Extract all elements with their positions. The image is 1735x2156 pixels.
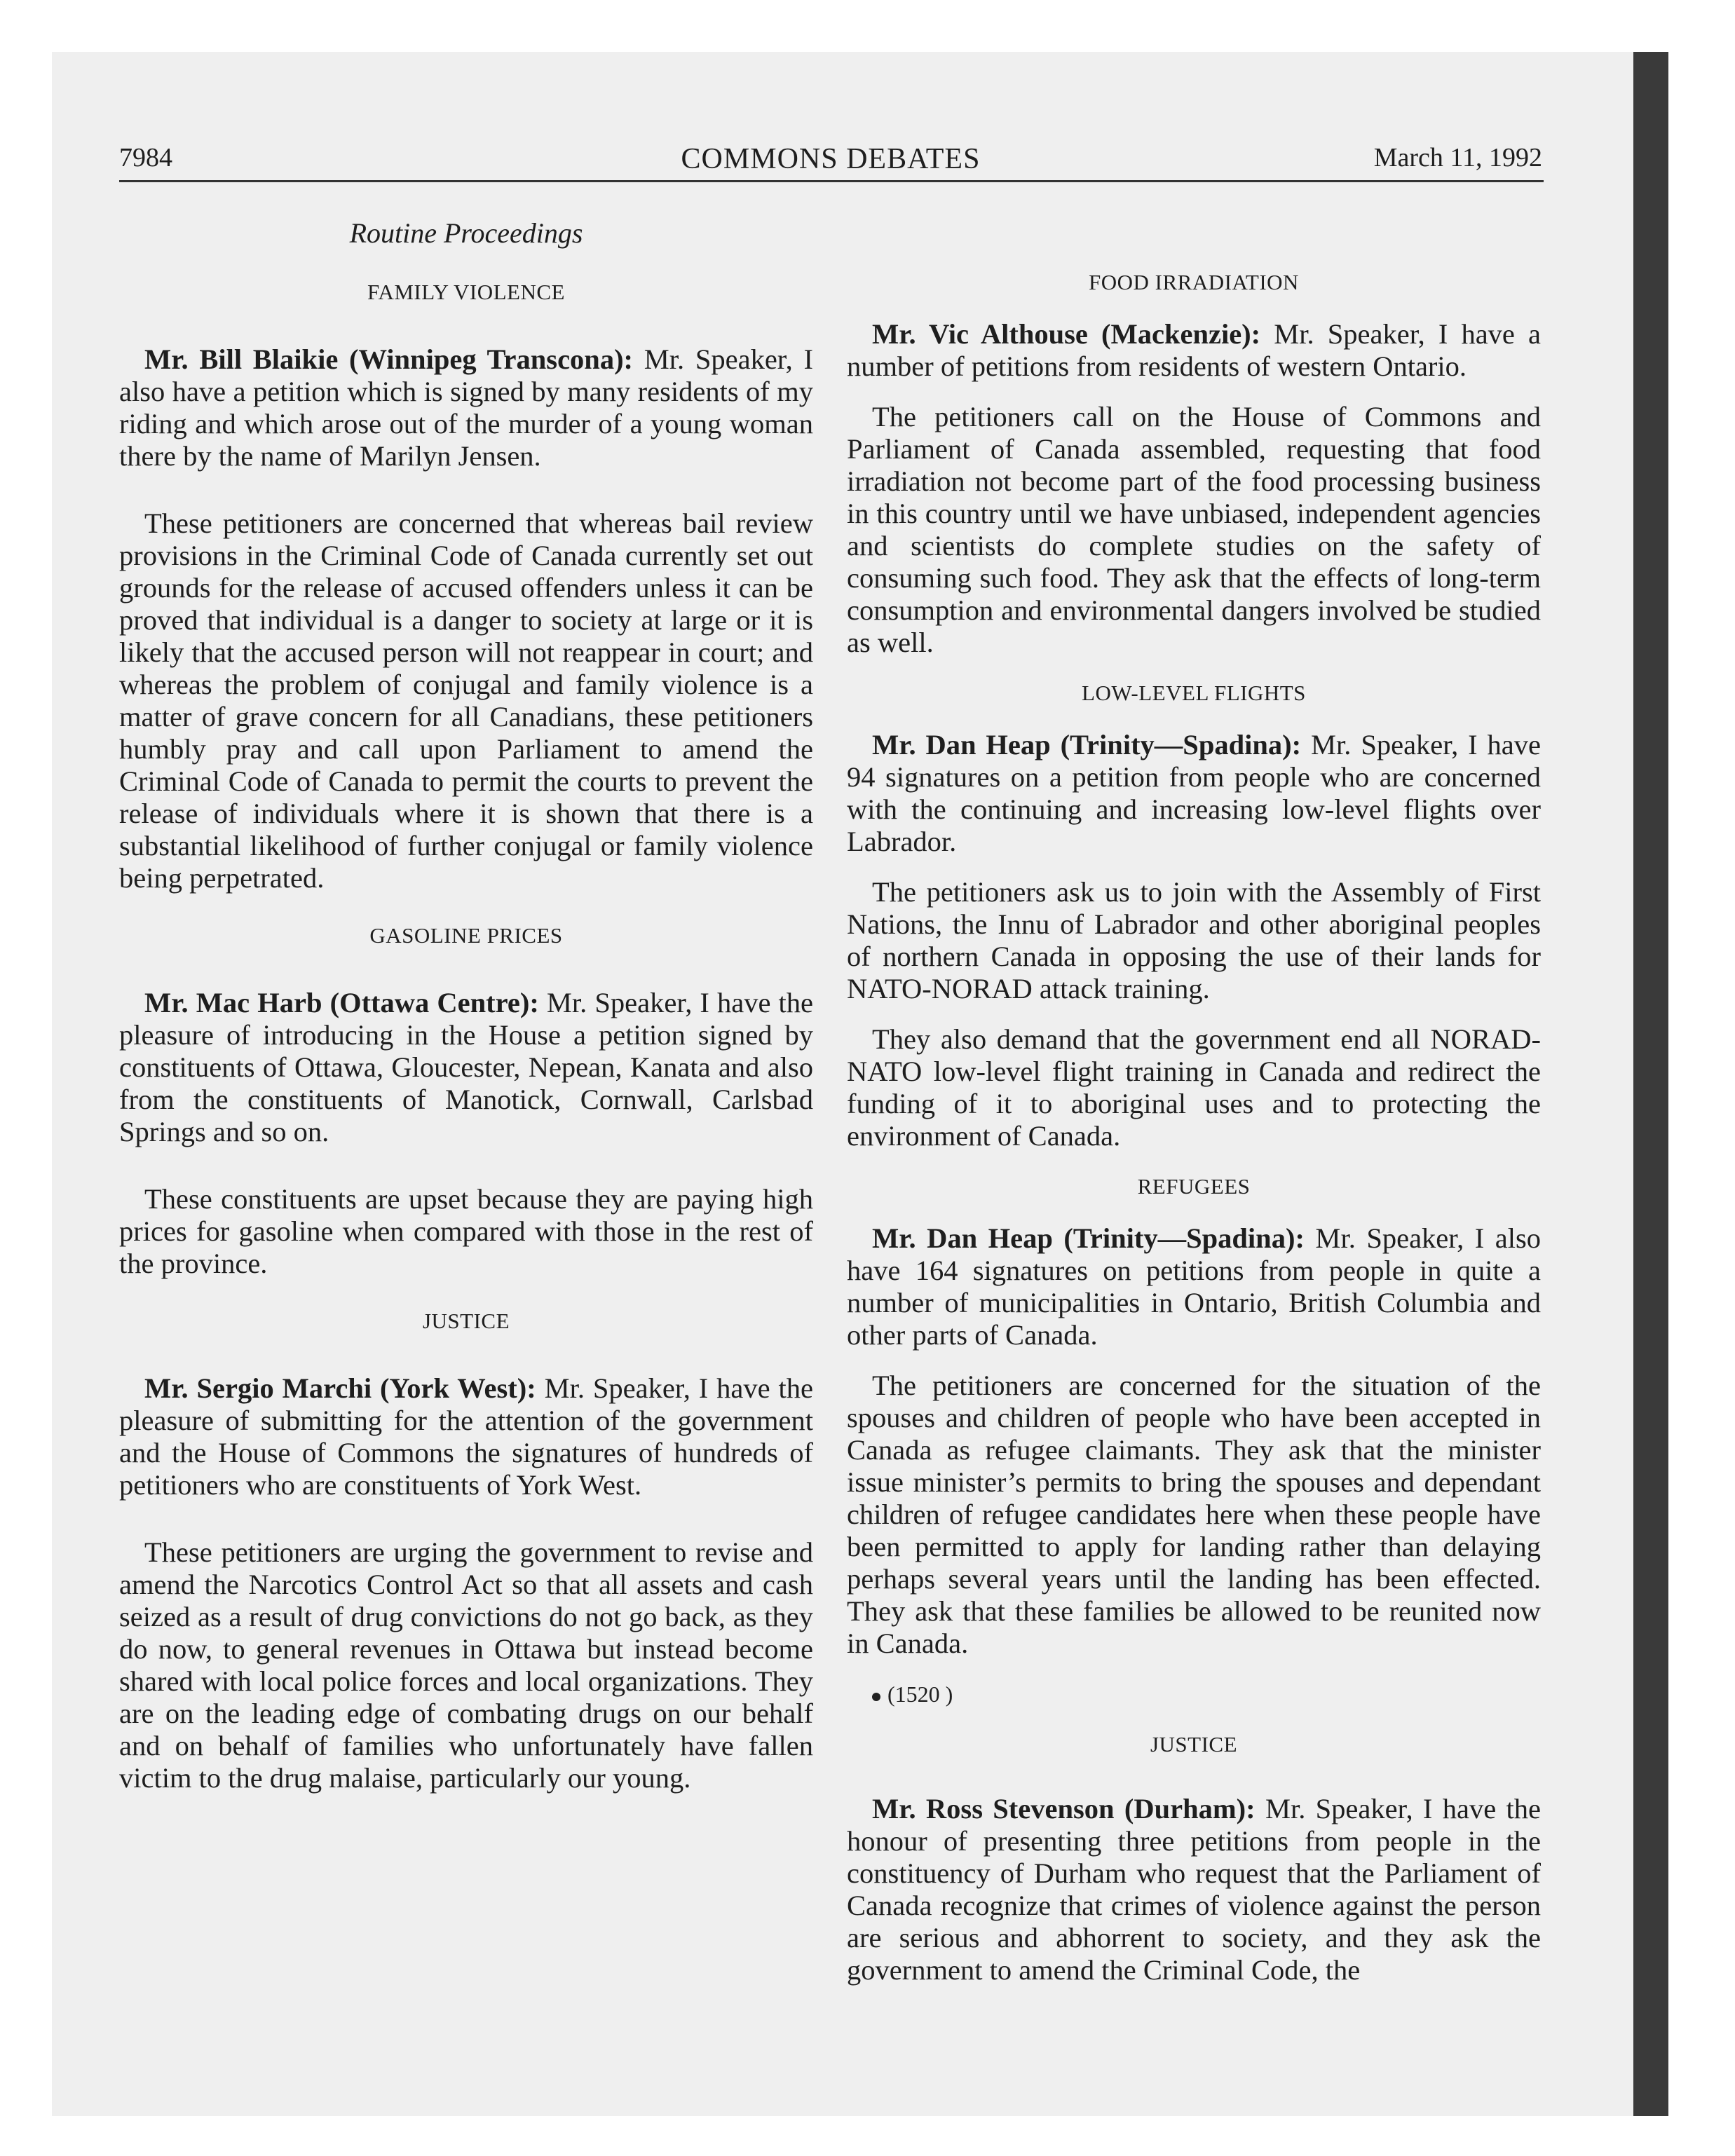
- heading-food-irradiation: FOOD IRRADIATION: [1089, 270, 1299, 294]
- heading-justice: JUSTICE: [422, 1309, 510, 1333]
- time-stamp: [847, 1678, 1541, 1710]
- speaker-name: Mr. Ross Stevenson (Durham):: [872, 1793, 1256, 1824]
- speech-text: Mr. Speaker, I have 94 signatures on a petition from people who are concerned with the continuing and increasing low-level flights over Labrador.: [847, 729, 1541, 857]
- publication-date: March 11, 1992: [1373, 143, 1542, 172]
- section-label: Routine Proceedings: [349, 217, 583, 249]
- speaker-name: Mr. Vic Althouse (Mackenzie):: [872, 318, 1261, 350]
- header-rule: [119, 180, 1544, 182]
- heading-family-violence: FAMILY VIOLENCE: [367, 280, 565, 304]
- speech-heap-refugees: [847, 1222, 1541, 1351]
- speech-stevenson: [847, 1793, 1541, 1986]
- left-column: [119, 210, 813, 1813]
- heading-low-level-flights: LOW-LEVEL FLIGHTS: [1082, 681, 1306, 705]
- paragraph: The petitioners call on the House of Commons and Parliament of Canada assembled, requesting that food irradiation not become part of the food processing business in this country until we have unbiased, independent agencies and scientists do complete studies on the safety of consuming such food. They ask that the effects of long-term consumption and environmental dangers involved be studied as well.: [847, 401, 1541, 658]
- speech-althouse: [847, 318, 1541, 383]
- speech-blaikie: [119, 343, 813, 472]
- speech-text: Mr. Speaker, I have the honour of presenting three petitions from people in the constituency of Durham who request that the Parliament of Canada recognize that crimes of violence against the person are serious and abhorrent to society, and they ask the government to amend the Criminal Code, the: [847, 1793, 1541, 1986]
- paragraph: These petitioners are urging the government to revise and amend the Narcotics Control Act so that all assets and cash seized as a result of drug convictions do not go back, as they do now, to general revenues in Ottawa but instead become shared with local police forces and local organizations. They are on the leading edge of combating drugs on our behalf and on behalf of families who unfortunately have fallen victim to the drug malaise, particularly our young.: [119, 1536, 813, 1794]
- paragraph: These constituents are upset because they are paying high prices for gasoline when compared with those in the rest of the province.: [119, 1183, 813, 1279]
- page-number: 7984: [119, 143, 172, 172]
- publication-title: COMMONS DEBATES: [681, 143, 981, 175]
- right-column: [847, 210, 1541, 2005]
- speaker-name: Mr. Sergio Marchi (York West):: [144, 1372, 536, 1404]
- speaker-name: Mr. Dan Heap (Trinity—Spadina):: [872, 729, 1302, 760]
- paragraph: The petitioners ask us to join with the Assembly of First Nations, the Innu of Labrador and other aboriginal peoples of northern Canada in opposing the use of their lands for NATO-NORAD attack training.: [847, 876, 1541, 1004]
- page-header: [119, 142, 1542, 184]
- heading-gasoline-prices: GASOLINE PRICES: [369, 923, 563, 948]
- bullet-icon: [872, 1693, 880, 1701]
- scan-binding-edge: [1633, 52, 1668, 2116]
- speech-heap: [847, 729, 1541, 858]
- speech-marchi: [119, 1372, 813, 1501]
- speaker-name: Mr. Bill Blaikie (Winnipeg Transcona):: [144, 343, 634, 375]
- speech-text: Mr. Speaker, I have a number of petitions from residents of western Ontario.: [847, 318, 1542, 382]
- speech-text: Mr. Speaker, I also have 164 signatures on petitions from people in quite a number of municipalities in Ontario, British Columbia and other parts of Canada.: [847, 1222, 1541, 1351]
- heading-justice-right: JUSTICE: [1150, 1732, 1238, 1756]
- paragraph: These petitioners are concerned that whereas bail review provisions in the Criminal Code of Canada currently set out grounds for the release of accused offenders unless it can be proved that individual is a danger to society at large or it is likely that the accused person will not reappear in court; and whereas the problem of conjugal and family violence is a matter of grave concern for all Canadians, these petitioners humbly pray and call upon Parliament to amend the Criminal Code of Canada to permit the courts to prevent the release of individuals where it is shown that there is a substantial likelihood of further conjugal or family violence being perpetrated.: [119, 507, 813, 894]
- time-text: (1520 ): [887, 1681, 953, 1707]
- paragraph: The petitioners are concerned for the situation of the spouses and children of people who have been accepted in Canada as refugee claimants. They ask that the minister issue minister’s permits to bring the spouses and dependant children of refugee candidates here when these people have been permitted to apply for landing rather than delaying perhaps several years until the landing has been effected. They ask that these families be allowed to be reunited now in Canada.: [847, 1370, 1541, 1659]
- speech-text: Mr. Speaker, I have the pleasure of submitting for the attention of the government and the House of Commons the signatures of hundreds of petitioners who are constituents of York West.: [119, 1372, 813, 1501]
- speech-text: Mr. Speaker, I also have a petition which is signed by many residents of my riding and which arose out of the murder of a young woman there by the name of Marilyn Jensen.: [119, 343, 813, 472]
- speech-text: Mr. Speaker, I have the pleasure of introducing in the House a petition signed by constituents of Ottawa, Gloucester, Nepean, Kanata and also from the constituents of Manotick, Cornwall, Carlsbad Springs and so on.: [119, 987, 814, 1147]
- speech-harb: [119, 987, 813, 1148]
- heading-refugees: REFUGEES: [1137, 1174, 1251, 1199]
- speaker-name: Mr. Mac Harb (Ottawa Centre):: [144, 987, 539, 1018]
- paragraph: They also demand that the government end all NORAD-NATO low-level flight training in Canada and redirect the funding of it to aboriginal uses and to protecting the environment of Canada.: [847, 1023, 1541, 1152]
- speaker-name: Mr. Dan Heap (Trinity—Spadina):: [872, 1222, 1305, 1254]
